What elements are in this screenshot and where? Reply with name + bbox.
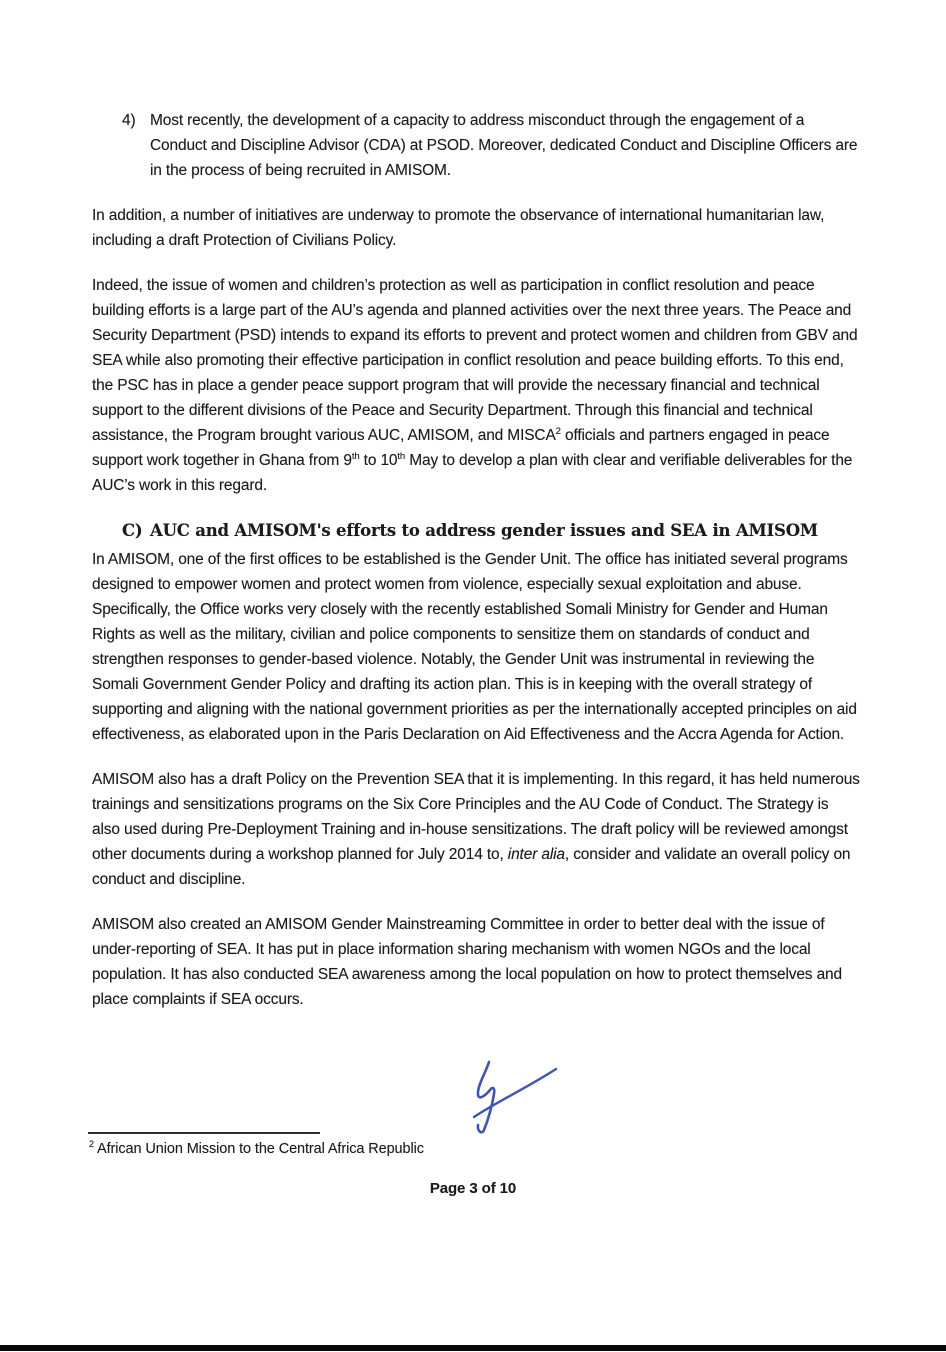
paragraph-gender-committee: AMISOM also created an AMISOM Gender Mainstreaming Committee in order to better deal with the issue of under-reporting of SEA. It has put in place information sharing mechanism with women NGOs and the local population. It has also conducted SEA awareness among the local population on how to protect themselves and place complaints if SEA occurs. bbox=[92, 916, 842, 1008]
section-heading-marker: C) bbox=[122, 521, 143, 540]
footnote-separator bbox=[88, 1132, 320, 1134]
handwritten-signature bbox=[455, 1048, 570, 1148]
section-heading-c bbox=[122, 518, 860, 543]
item-4-marker: 4) bbox=[122, 112, 136, 129]
page-number: Page 3 of 10 bbox=[429, 1180, 517, 1197]
page-content bbox=[92, 108, 860, 1032]
signature-icon bbox=[455, 1048, 570, 1148]
scan-edge-artifact bbox=[0, 1345, 946, 1351]
section-heading-text: AUC and AMISOM's efforts to address gender issues and SEA in AMISOM bbox=[150, 521, 818, 540]
paragraph-indeed: Indeed, the issue of women and children’s protection as well as participation in conflict resolution and peace building efforts is a large part of the AU’s agenda and planned activities over the next three years. The Peace and Security Department (PSD) intends to expand its efforts to prevent and protect women and children from GBV and SEA while also promoting their effective participation in conflict resolution and peace building efforts. To this end, the PSC has in place a gender peace support program that will provide the necessary financial and technical support to the different divisions of the Peace and Security Department. Through this financial and technical assistance, the Program brought various AUC, AMISOM, and MISCA$^2$ officials and partners engaged in peace support work together in Ghana from 9th to 10th May to develop a plan with clear and verifiable deliverables for the AUC’s work in this regard. bbox=[92, 277, 858, 494]
item-4-text: Most recently, the development of a capacity to address misconduct through the engagement of a Conduct and Discipline Advisor (CDA) at PSOD. Moreover, dedicated Conduct and Discipline Officers are in the process of being recruited in AMISOM. bbox=[150, 112, 858, 179]
paragraph-draft-policy: AMISOM also has a draft Policy on the Prevention SEA that it is implementing. In this regard, it has held numerous trainings and sensitizations programs on the Six Core Principles and the AU Code of Conduct. The Strategy is also used during Pre-Deployment Training and in-house sensitizations. The draft policy will be reviewed amongst other documents during a workshop planned for July 2014 to, inter alia, consider and validate an overall policy on conduct and discipline. bbox=[92, 771, 860, 888]
footnote-misca: $^2$ African Union Mission to the Central Africa Republic bbox=[89, 1139, 424, 1157]
paragraph-in-addition: In addition, a number of initiatives are underway to promote the observance of international humanitarian law, including a draft Protection of Civilians Policy. bbox=[92, 207, 825, 249]
numbered-item-4 bbox=[92, 108, 860, 183]
paragraph-in-amisom: In AMISOM, one of the first offices to be established is the Gender Unit. The office has initiated several programs designed to empower women and protect women from violence, especially sexual exploitation and abuse. Specifically, the Office works very closely with the recently established Somali Ministry for Gender and Human Rights as well as the military, civilian and police components to sensitize them on standards of conduct and strengthen responses to gender-based violence. Notably, the Gender Unit was instrumental in reviewing the Somali Government Gender Policy and drafting its action plan. This is in keeping with the overall strategy of supporting and aligning with the national government priorities as per the internationally accepted principles on aid effectiveness, as elaborated upon in the Paris Declaration on Aid Effectiveness and the Accra Agenda for Action. bbox=[92, 551, 857, 743]
